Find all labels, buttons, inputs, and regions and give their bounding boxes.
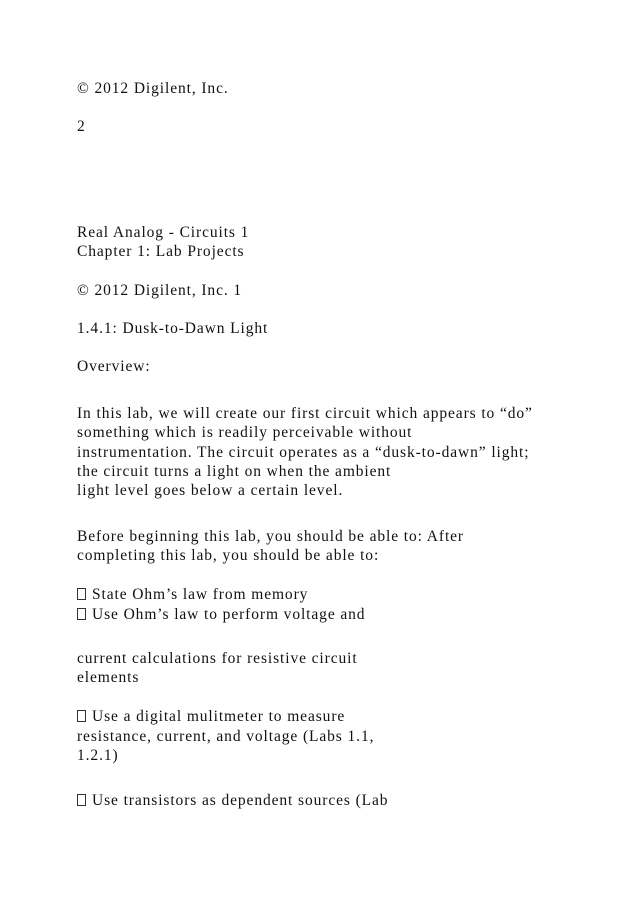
- header-copyright: © 2012 Digilent, Inc.: [77, 80, 229, 97]
- course-title: Real Analog - Circuits 1: [77, 224, 250, 241]
- overview-line: instrumentation. The circuit operates as a “dusk-to-dawn” light;: [77, 444, 530, 461]
- bullet-item: [77, 792, 388, 810]
- prerequisites-line: Before beginning this lab, you should be able to: After: [77, 528, 464, 545]
- multimeter-line: 1.2.1): [77, 747, 119, 764]
- bullet-text: Use transistors as dependent sources (Lab: [92, 792, 389, 809]
- prerequisites-line: completing this lab, you should be able to:: [77, 547, 380, 564]
- overview-line: In this lab, we will create our first circuit which appears to “do”: [77, 405, 533, 422]
- overview-line: light level goes below a certain level.: [77, 482, 344, 499]
- overview-line: something which is readily perceivable without: [77, 424, 413, 441]
- page-number: 2: [77, 118, 86, 135]
- bullet-text: State Ohm’s law from memory: [92, 586, 309, 603]
- section-title: 1.4.1: Dusk-to-Dawn Light: [77, 320, 269, 337]
- footer-copyright: © 2012 Digilent, Inc. 1: [77, 282, 243, 299]
- multimeter-line: resistance, current, and voltage (Labs 1.1,: [77, 728, 375, 745]
- bullet-item: [77, 708, 345, 726]
- overview-line: the circuit turns a light on when the ambient: [77, 463, 392, 480]
- continuation-line: elements: [77, 669, 140, 686]
- bullet-text: Use Ohm’s law to perform voltage and: [92, 606, 366, 623]
- bullet-box-icon: [77, 588, 86, 600]
- bullet-text: Use a digital mulitmeter to measure: [92, 708, 346, 725]
- bullet-item: [77, 606, 365, 624]
- overview-heading: Overview:: [77, 358, 151, 375]
- bullet-box-icon: [77, 608, 86, 620]
- bullet-item: [77, 586, 308, 604]
- chapter-title: Chapter 1: Lab Projects: [77, 243, 245, 260]
- bullet-box-icon: [77, 710, 86, 722]
- bullet-box-icon: [77, 794, 86, 806]
- continuation-line: current calculations for resistive circuit: [77, 650, 358, 667]
